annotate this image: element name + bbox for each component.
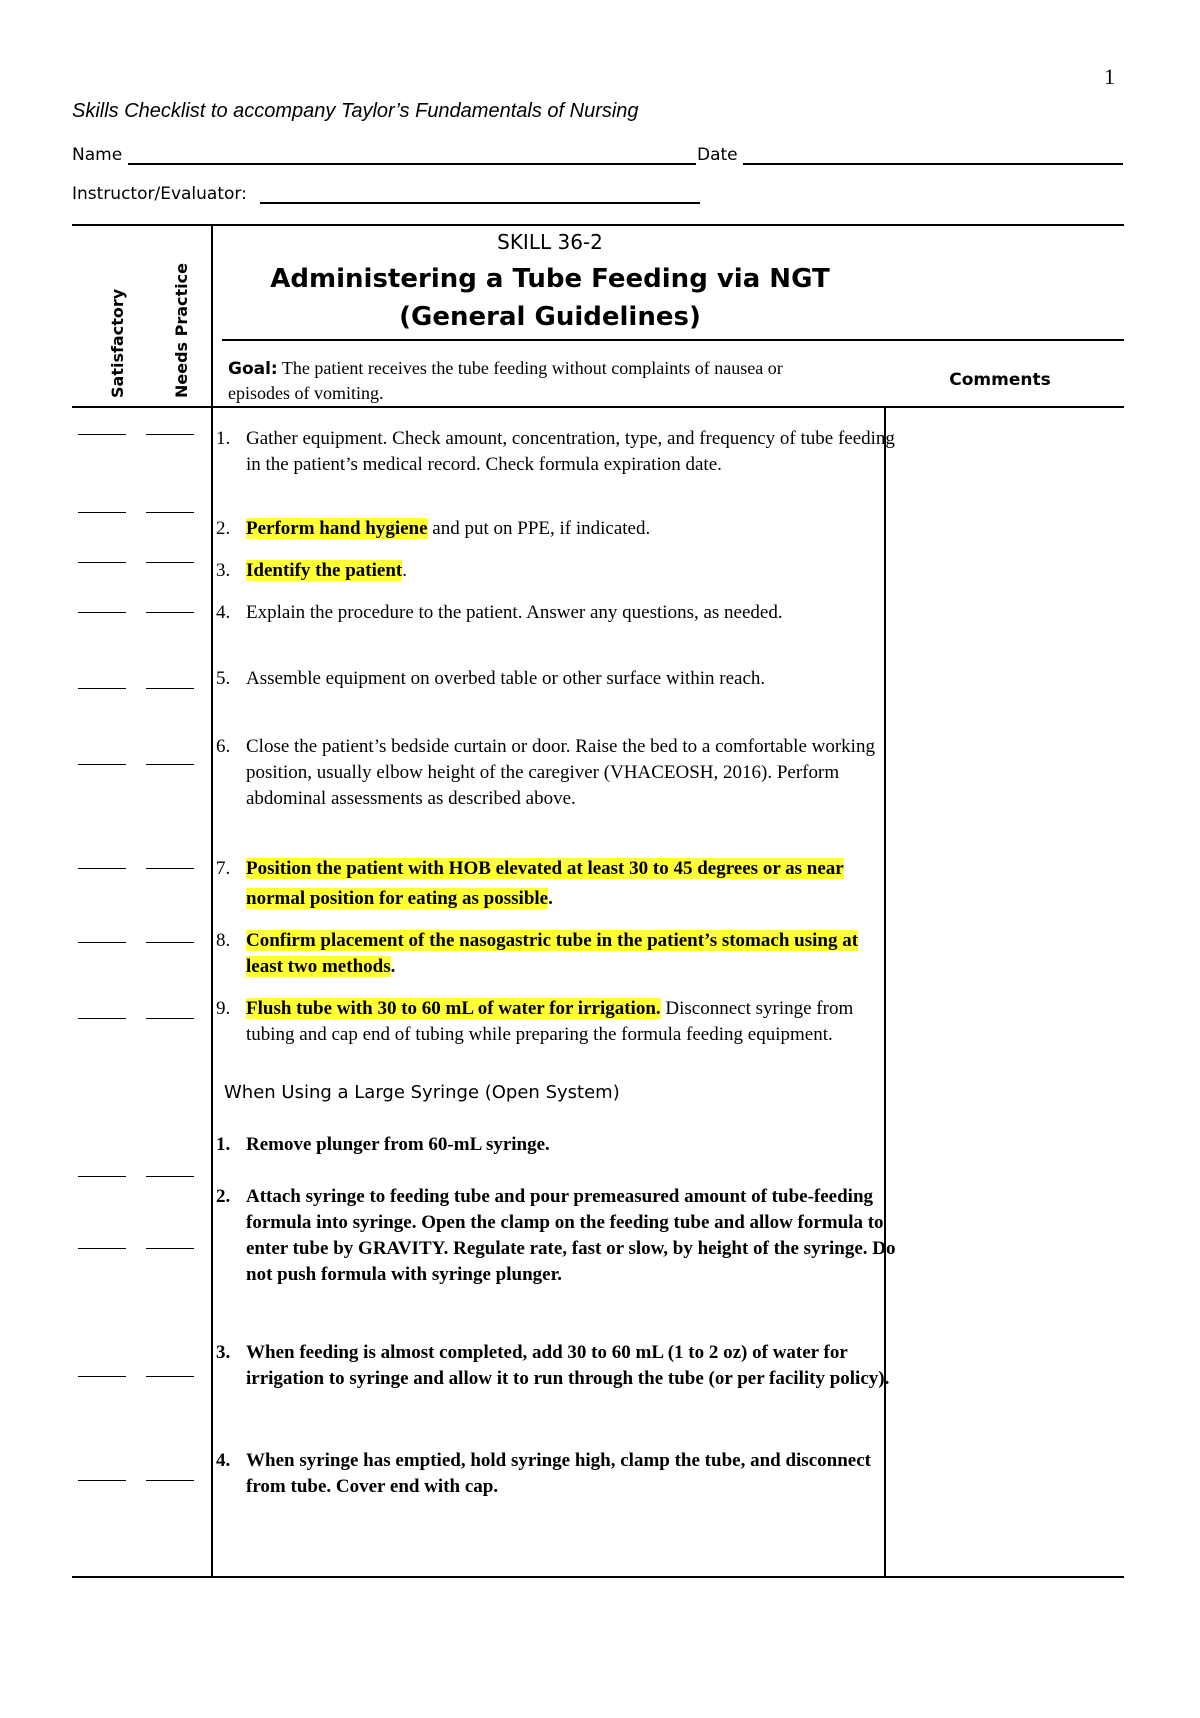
step-item: [216, 600, 896, 626]
needs-practice-blank[interactable]: [146, 1018, 194, 1019]
step-text: Explain the procedure to the patient. Answer any questions, as needed.: [246, 602, 783, 623]
satisfactory-blank[interactable]: [78, 512, 126, 513]
step-highlight: Flush tube with 30 to 60 mL of water for irrigation.: [246, 998, 661, 1019]
date-label: Date: [697, 145, 738, 165]
step-item: [216, 734, 896, 812]
step-number: 4.: [216, 1450, 231, 1471]
step-text: Attach syringe to feeding tube and pour premeasured amount of tube-feeding formula into syringe. Open the clamp on the feeding tube and allow formula to enter tube by GRAVITY. Regulate rate, fast or slow, by height of the syringe. Do not push formula with syringe plunger.: [246, 1186, 896, 1285]
satisfactory-blank[interactable]: [78, 868, 126, 869]
step-text: Assemble equipment on overbed table or other surface within reach.: [246, 668, 766, 689]
satisfactory-blank[interactable]: [78, 942, 126, 943]
step-number: 3.: [216, 1342, 231, 1363]
step-number: 7.: [216, 858, 231, 879]
needs-practice-blank[interactable]: [146, 868, 194, 869]
satisfactory-blank[interactable]: [78, 764, 126, 765]
name-label: Name: [72, 145, 123, 165]
step-text: Disconnect syringe from tubing and cap end of tubing while preparing the formula feeding equipment.: [246, 998, 854, 1045]
name-field[interactable]: [128, 163, 696, 165]
needs-practice-blank[interactable]: [146, 942, 194, 943]
satisfactory-blank[interactable]: [78, 562, 126, 563]
step-number: 2.: [216, 1186, 231, 1207]
satisfactory-blank[interactable]: [78, 1248, 126, 1249]
title-bottom-rule: [222, 339, 1124, 341]
needs-practice-header: Needs Practice: [172, 262, 191, 398]
step-number: 5.: [216, 668, 231, 689]
step-text: .: [390, 956, 396, 977]
table-bottom-rule: [72, 1576, 1124, 1578]
skill-title-line1: Administering a Tube Feeding via NGT: [270, 264, 830, 294]
open-system-step: [216, 1132, 896, 1158]
open-system-step: [216, 1184, 896, 1288]
open-system-step: [216, 1448, 896, 1500]
step-number: 6.: [216, 736, 231, 757]
step-highlight: Confirm placement of the nasogastric tube in the patient’s stomach using at least two methods: [246, 930, 859, 977]
satisfactory-blank[interactable]: [78, 434, 126, 435]
step-item: [216, 558, 896, 584]
skill-number: SKILL 36-2: [497, 230, 603, 254]
satisfactory-blank[interactable]: [78, 1376, 126, 1377]
instructor-label: Instructor/Evaluator:: [72, 184, 247, 204]
goal-text: The patient receives the tube feeding without complaints of nausea or episodes of vomiting.: [228, 358, 783, 403]
needs-practice-blank[interactable]: [146, 612, 194, 613]
document-title: Skills Checklist to accompany Taylor’s Fundamentals of Nursing: [72, 100, 639, 122]
table-top-rule: [72, 224, 1124, 226]
needs-practice-blank[interactable]: [146, 434, 194, 435]
skill-title: [210, 260, 890, 336]
step-item: [216, 996, 896, 1048]
step-number: 1.: [216, 1134, 231, 1155]
needs-practice-blank[interactable]: [146, 512, 194, 513]
open-system-header: When Using a Large Syringe (Open System): [224, 1082, 620, 1103]
goal-label: Goal:: [228, 359, 278, 379]
satisfactory-blank[interactable]: [78, 1018, 126, 1019]
step-number: 3.: [216, 560, 231, 581]
needs-practice-blank[interactable]: [146, 1176, 194, 1177]
step-item: [216, 928, 896, 980]
page-number: 1: [1104, 64, 1115, 89]
step-item: [216, 426, 896, 478]
needs-practice-blank[interactable]: [146, 1248, 194, 1249]
step-text: Remove plunger from 60-mL syringe.: [246, 1134, 550, 1155]
goal-statement: [228, 356, 848, 405]
instructor-field[interactable]: [260, 202, 700, 204]
needs-practice-blank[interactable]: [146, 688, 194, 689]
needs-practice-blank[interactable]: [146, 1480, 194, 1481]
comments-header: Comments: [949, 370, 1051, 390]
needs-practice-blank[interactable]: [146, 562, 194, 563]
satisfactory-blank[interactable]: [78, 688, 126, 689]
step-item: [216, 666, 896, 692]
satisfactory-header: Satisfactory: [108, 288, 127, 398]
step-highlight: Identify the patient: [246, 560, 403, 581]
step-item: [216, 516, 896, 542]
satisfactory-blank[interactable]: [78, 1176, 126, 1177]
header-bottom-rule: [72, 406, 1124, 408]
date-field[interactable]: [743, 163, 1123, 165]
step-number: 8.: [216, 930, 231, 951]
needs-practice-blank[interactable]: [146, 1376, 194, 1377]
step-highlight: Position the patient with HOB elevated at least 30 to 45 degrees or as near normal position for eating as possible: [246, 858, 844, 909]
skill-title-line2: (General Guidelines): [399, 302, 701, 332]
satisfactory-blank[interactable]: [78, 612, 126, 613]
step-text: .: [548, 888, 553, 909]
step-number: 2.: [216, 518, 231, 539]
step-text: and put on PPE, if indicated.: [427, 518, 651, 539]
step-number: 4.: [216, 602, 231, 623]
step-number: 9.: [216, 998, 231, 1019]
step-text: When syringe has emptied, hold syringe high, clamp the tube, and disconnect from tube. Cover end with cap.: [246, 1450, 871, 1497]
step-text: Close the patient’s bedside curtain or door. Raise the bed to a comfortable working position, usually elbow height of the caregiver (VHACEOSH, 2016). Perform abdominal assessments as described above.: [246, 736, 875, 809]
step-text: Gather equipment. Check amount, concentration, type, and frequency of tube feeding in the patient’s medical record. Check formula expiration date.: [246, 428, 895, 475]
checkbox-column-divider: [211, 224, 213, 1578]
step-text: .: [402, 560, 407, 581]
satisfactory-blank[interactable]: [78, 1480, 126, 1481]
step-number: 1.: [216, 428, 231, 449]
step-text: When feeding is almost completed, add 30 to 60 mL (1 to 2 oz) of water for irrigation to syringe and allow it to run through the tube (or per facility policy).: [246, 1342, 890, 1389]
step-highlight: Perform hand hygiene: [246, 518, 428, 539]
step-item: [216, 854, 896, 914]
open-system-step: [216, 1340, 896, 1392]
needs-practice-blank[interactable]: [146, 764, 194, 765]
